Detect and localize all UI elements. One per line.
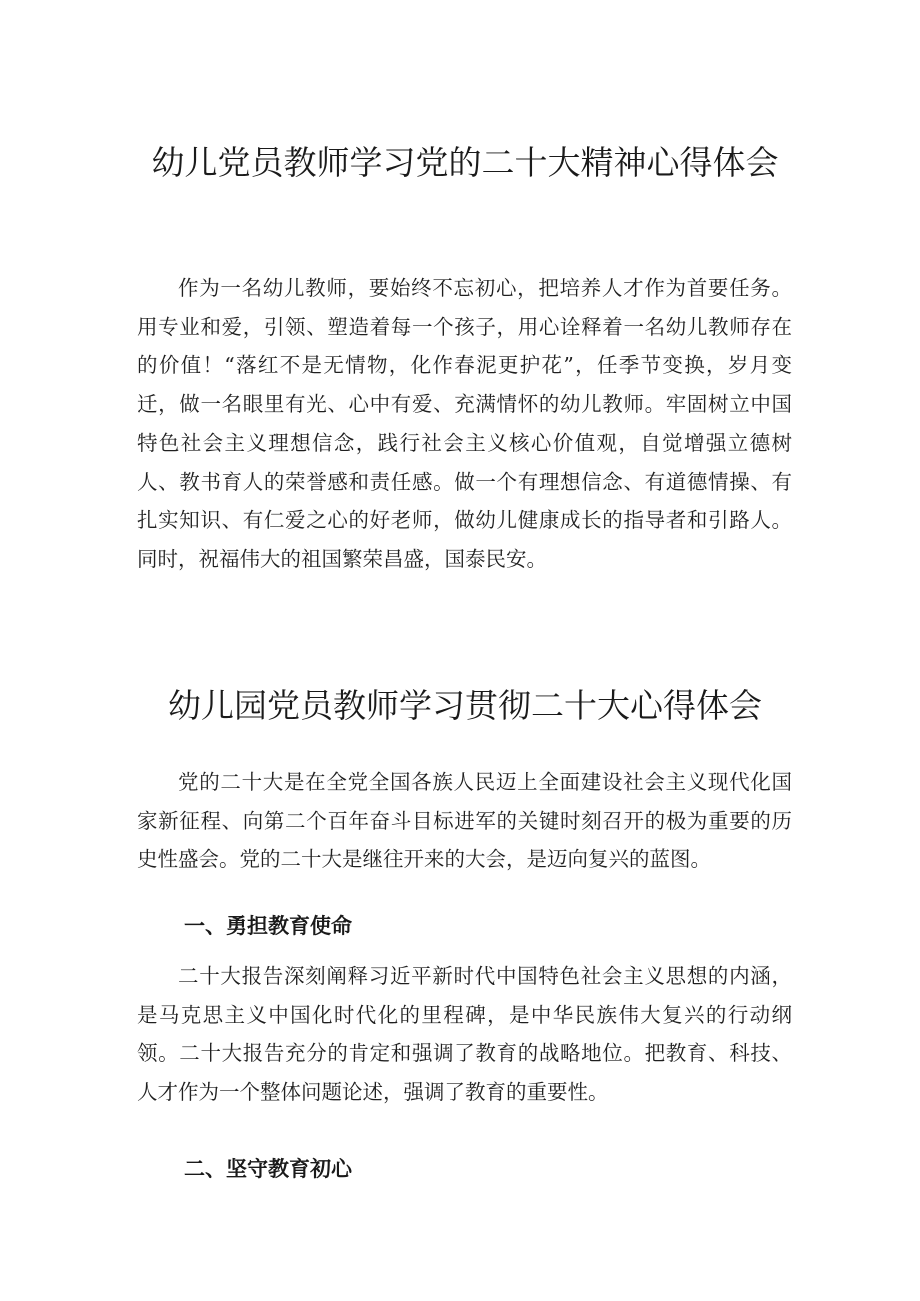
section-heading-1: 一、勇担教育使命 bbox=[184, 914, 352, 938]
document-title-1: 幼儿党员教师学习党的二十大精神心得体会 bbox=[151, 143, 779, 182]
body-paragraph-1: 作为一名幼儿教师，要始终不忘初心，把培养人才作为首要任务。用专业和爱，引领、塑造着每一个孩子，用心诠释着一名幼儿教师存在的价值！“落红不是无情物，化作春泥更护花”，任季节变换，岁月变迁，做一名眼里有光、心中有爱、充满情怀的幼儿教师。牢固树立中国特色社会主义理想信念，践行社会主义核心价值观，自觉增强立德树人、教书育人的荣誉感和责任感。做一个有理想信念、有道德情操、有扎实知识、有仁爱之心的好老师，做幼儿健康成长的指导者和引路人。同时，祝福伟大的祖国繁荣昌盛，国泰民安。 bbox=[137, 276, 792, 571]
body-paragraph-2: 党的二十大是在全党全国各族人民迈上全面建设社会主义现代化国家新征程、向第二个百年奋斗目标进军的关键时刻召开的极为重要的历史性盛会。党的二十大是继往开来的大会，是迈向复兴的蓝图。 bbox=[137, 770, 792, 872]
body-paragraph-3: 二十大报告深刻阐释习近平新时代中国特色社会主义思想的内涵，是马克思主义中国化时代化的里程碑，是中华民族伟大复兴的行动纲领。二十大报告充分的肯定和强调了教育的战略地位。把教育、科技、人才作为一个整体问题论述，强调了教育的重要性。 bbox=[137, 964, 792, 1105]
section-heading-2: 二、坚守教育初心 bbox=[184, 1157, 352, 1181]
document-title-2: 幼儿园党员教师学习贯彻二十大心得体会 bbox=[168, 686, 762, 725]
